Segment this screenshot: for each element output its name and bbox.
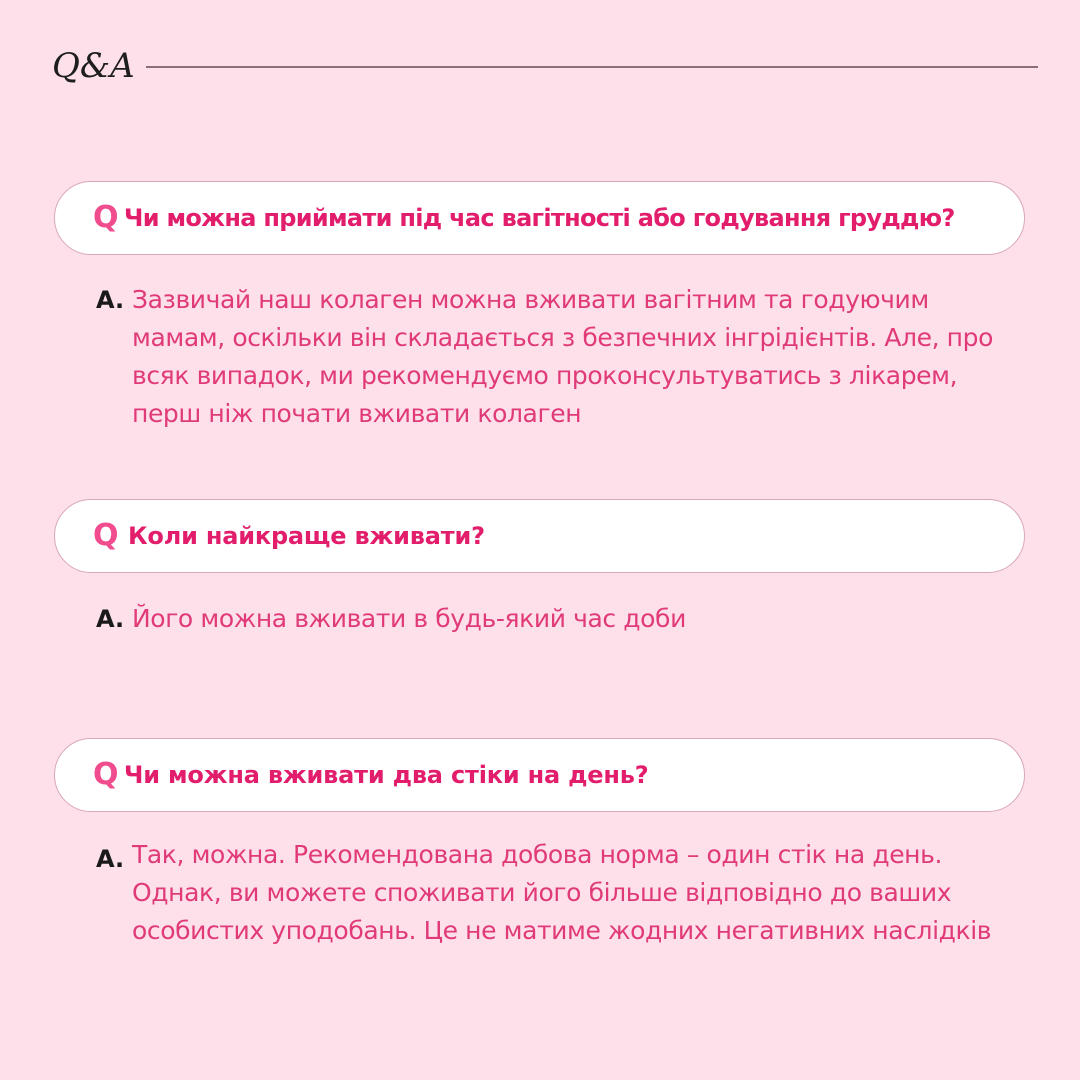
page-header	[52, 42, 1038, 90]
a-icon: A.	[96, 845, 125, 873]
page-title: Q&A	[52, 46, 135, 86]
question-text: Чи можна вживати два стіки на день?	[124, 761, 649, 789]
question-text: Чи можна приймати під час вагітності або годування груддю?	[124, 204, 955, 232]
answer-text: Зазвичай наш колаген можна вживати вагітним та годуючим мамам, оскільки він складається з безпечних інгрідієнтів. Але, про всяк випадок, ми рекомендуємо проконсультуватись з лікарем, перш ніж почати вживати колаген	[132, 285, 993, 428]
question-text: Коли найкраще вживати?	[128, 522, 485, 550]
q-icon: Q	[93, 757, 119, 792]
a-icon: A.	[96, 286, 125, 314]
faq-question-3	[54, 738, 1025, 812]
faq-question-2	[54, 499, 1025, 573]
answer-text: Його можна вживати в будь-який час доби	[132, 604, 686, 633]
q-icon: Q	[93, 200, 119, 235]
answer-text: Так, можна. Рекомендована добова норма – один стік на день. Однак, ви можете споживати його більше відповідно до ваших особистих уподобань. Це не матиме жодних негативних наслідків	[132, 840, 992, 945]
header-divider	[146, 66, 1038, 68]
faq-question-1	[54, 181, 1025, 255]
q-icon: Q	[93, 518, 119, 553]
a-icon: A.	[96, 605, 125, 633]
